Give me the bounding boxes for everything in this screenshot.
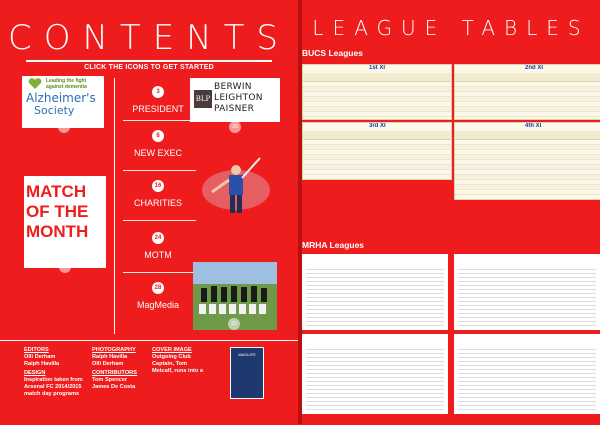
title-rule [26,60,272,62]
berwin-leighton-paisner-logo-link[interactable] [190,78,280,122]
match-of-the-month-link[interactable] [24,176,106,268]
bucs-table-3rd-xi[interactable] [302,122,452,180]
nav-label: MagMedia [136,300,180,310]
table-caption: 2nd XI [525,65,544,71]
page-number-badge: 24 [152,232,164,244]
bucs-table-2nd-xi[interactable] [454,64,600,120]
motm-title: MATCH OF THE MONTH [26,182,89,241]
contents-page [0,0,298,424]
nav-label: MOTM [144,250,172,260]
alzheimers-tagline: Leading the fight against dementia [46,78,87,90]
bucs-heading: BUCS Leagues [302,48,363,58]
credits-section [0,340,298,425]
page-badge-team: 23 [228,318,240,330]
mrha-table-3[interactable] [302,334,448,414]
bucs-table-1st-xi[interactable] [302,64,452,120]
bucs-table-4th-xi[interactable] [454,122,600,200]
photography-credit: PHOTOGRAPHY Ralph Havilla Olli Derham CONTRIBUTORS Tom Spencer James De Costa [92,347,137,390]
page-number-badge: 3 [152,86,164,98]
divider [123,170,197,171]
page-number-badge: 8 [152,130,164,142]
divider [123,220,197,221]
contents-nav [114,78,201,334]
league-title: LEAGUE TABLES [312,16,590,40]
page-number-badge: 16 [152,180,164,192]
alzheimers-name-1: Alzheimer's [26,91,96,105]
editors-credit: EDITORS Olli Derham Ralph Havilla DESIGN Inspiration taken from Arsenal FC 2014/2015 match day programs [24,347,83,397]
player-photo-link[interactable] [196,150,276,226]
page-badge-berwin: 20 [229,121,241,133]
mrha-heading: MRHA Leagues [302,240,365,250]
blp-monogram: BLP [194,90,212,108]
cover-credit: COVER IMAGE Outgoing Club Captain, Tom Metcalf, runs into a [152,347,203,374]
cover-image-thumbnail[interactable] [230,347,264,399]
mrha-table-2[interactable] [454,254,600,330]
divider [123,120,197,121]
nav-item-charities[interactable] [115,180,201,208]
table-caption: 1st XI [369,65,386,71]
mrha-table-4[interactable] [454,334,600,414]
nav-label: PRESIDENT [132,104,184,114]
heart-icon [28,78,42,90]
page-title: CONTENTS [8,18,290,58]
page-badge-motm: 24 [59,261,71,273]
nav-item-motm[interactable] [115,232,201,260]
divider [123,272,197,273]
nav-item-new-exec[interactable] [115,130,201,158]
nav-label: NEW EXEC [133,148,182,158]
nav-item-magmedia[interactable] [115,282,201,310]
nav-item-president[interactable] [115,86,201,114]
nav-label: CHARITIES [133,198,182,208]
page-badge-alzheimers: 14 [58,121,70,133]
page-number-badge: 28 [152,282,164,294]
league-tables-page [302,0,600,424]
alzheimers-name-2: Society [34,104,75,117]
berwin-wordmark: BERWIN LEIGHTON PAISNER [214,82,263,114]
table-caption: 3rd XI [369,123,386,129]
cover-thumb-title: MAGLIFE [238,352,256,357]
table-caption: 4th XI [525,123,542,129]
instruction-text: CLICK THE ICONS TO GET STARTED [84,64,214,71]
mrha-table-1[interactable] [302,254,448,330]
